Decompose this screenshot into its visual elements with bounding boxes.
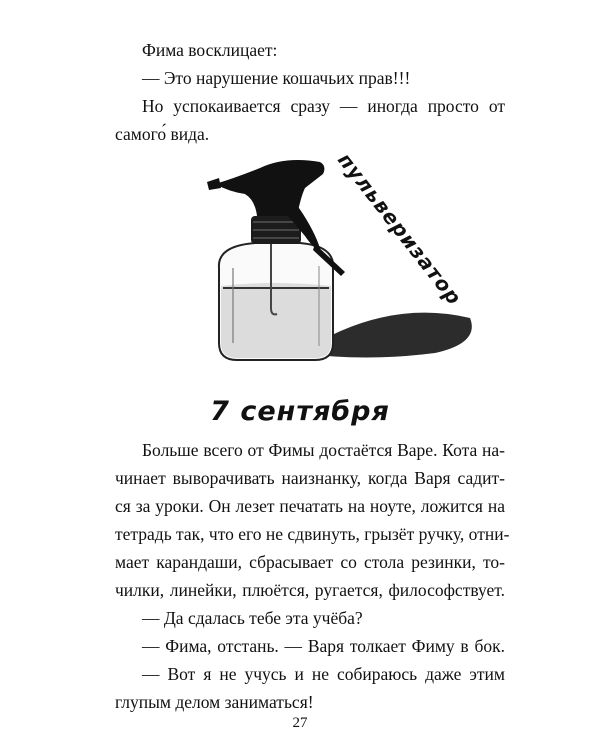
text-line: Больше всего от Фимы достаётся Варе. Кота на-	[142, 440, 505, 460]
dialog-line: — Да сдалась тебе эта учёба?	[142, 608, 363, 628]
diary-paragraph	[115, 436, 510, 716]
page-number: 27	[292, 715, 308, 731]
text-line: тетрадь так, что его не сдвинуть, грызёт ручку, отни-	[115, 524, 510, 544]
illustration-label: пульверизатор	[333, 148, 467, 310]
text-line: чилки, линейки, плюётся, ругается, философствует.	[115, 580, 505, 600]
dialog-line: глупым делом заниматься!	[115, 692, 314, 712]
text-line: самого́ вида.	[115, 124, 210, 144]
text-line: — Это нарушение кошачьих прав!!!	[142, 68, 411, 88]
text-line: мает карандаши, сбрасывает со стола резинки, то-	[115, 552, 505, 572]
text-line: чинает выворачивать наизнанку, когда Варя садит-	[115, 468, 505, 488]
dialog-line: — Вот я не учусь и не собираюсь даже этим	[142, 664, 505, 684]
text-line: ся за уроки. Он лезет печатать на ноуте, ложится на	[115, 496, 505, 516]
date-heading: 7 сентября	[210, 396, 390, 427]
dialog-line: — Фима, отстань. — Варя толкает Фиму в бок.	[142, 636, 505, 656]
text-line: Фима восклицает:	[142, 40, 278, 60]
text-line: Но успокаивается сразу — иногда просто от	[142, 96, 505, 116]
top-text-block	[115, 36, 505, 148]
